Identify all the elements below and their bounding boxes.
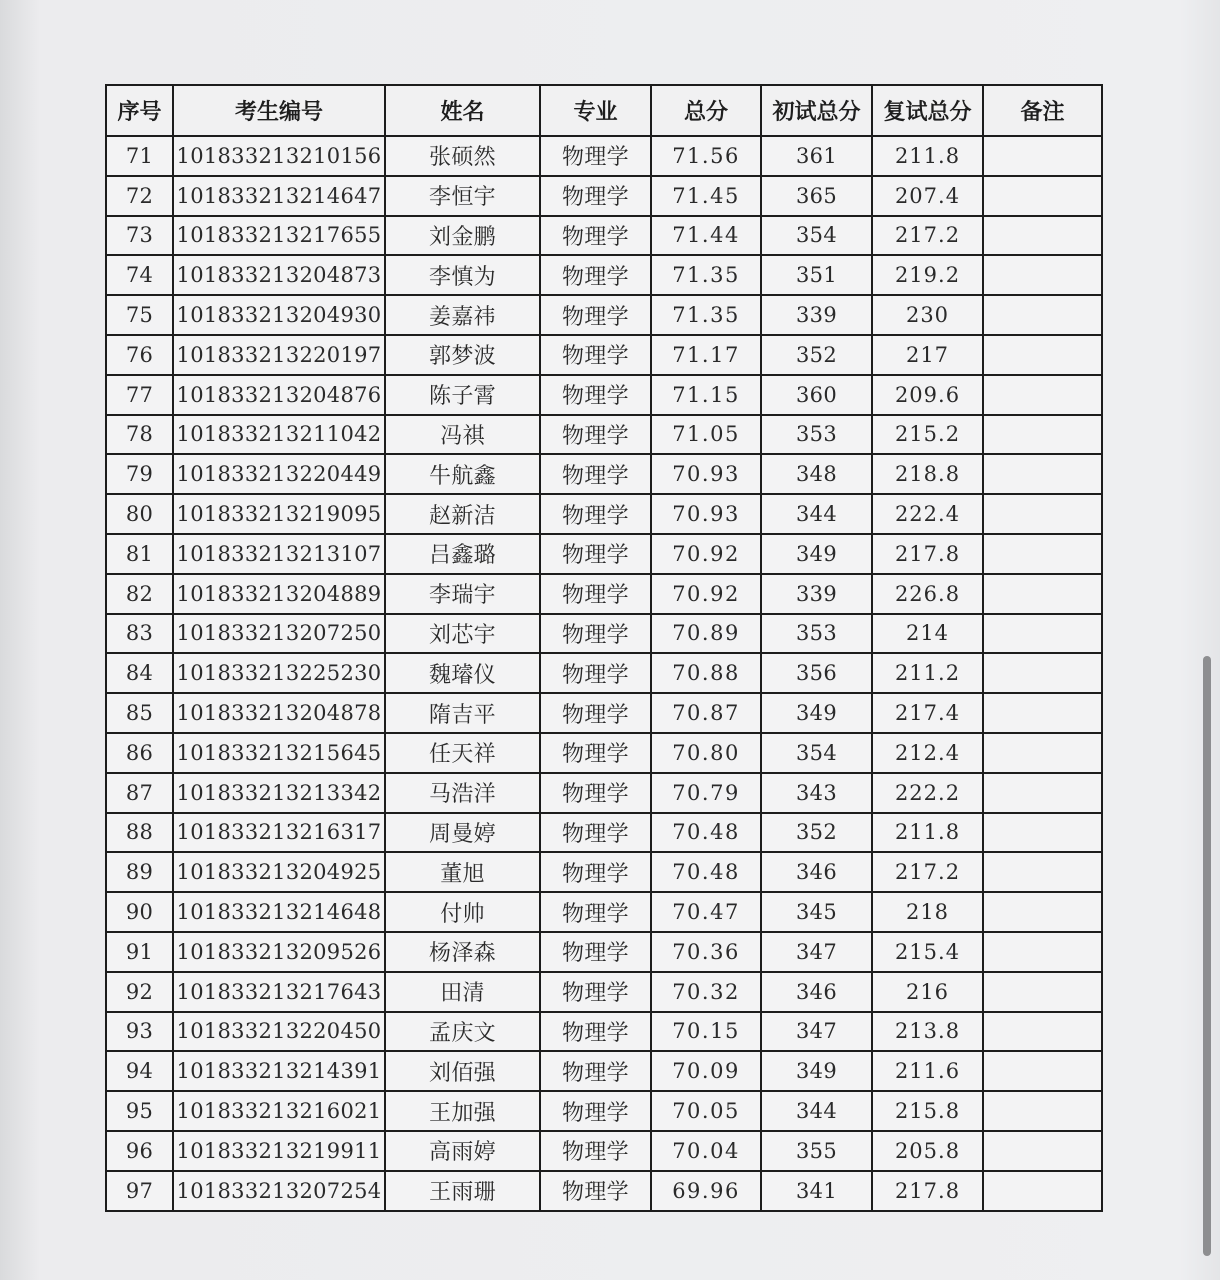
cell-seq: 91 — [106, 932, 173, 972]
cell-retest-score: 211.8 — [872, 136, 983, 176]
cell-name: 王雨珊 — [385, 1171, 540, 1211]
cell-total-score: 70.36 — [651, 932, 761, 972]
vertical-scrollbar[interactable] — [1203, 656, 1211, 1256]
cell-remarks — [983, 1131, 1102, 1171]
cell-name: 刘佰强 — [385, 1051, 540, 1091]
cell-candidate-id: 101833213204925 — [173, 852, 385, 892]
cell-initial-score: 347 — [761, 1012, 872, 1052]
cell-major: 物理学 — [540, 335, 651, 375]
cell-retest-score: 209.6 — [872, 375, 983, 415]
cell-major: 物理学 — [540, 813, 651, 853]
cell-seq: 96 — [106, 1131, 173, 1171]
cell-name: 马浩洋 — [385, 773, 540, 813]
cell-major: 物理学 — [540, 415, 651, 455]
cell-major: 物理学 — [540, 216, 651, 256]
cell-remarks — [983, 773, 1102, 813]
cell-initial-score: 365 — [761, 176, 872, 216]
cell-retest-score: 212.4 — [872, 733, 983, 773]
cell-initial-score: 344 — [761, 1091, 872, 1131]
cell-major: 物理学 — [540, 295, 651, 335]
cell-total-score: 70.93 — [651, 494, 761, 534]
cell-retest-score: 215.4 — [872, 932, 983, 972]
cell-major: 物理学 — [540, 932, 651, 972]
cell-retest-score: 226.8 — [872, 574, 983, 614]
cell-total-score: 70.48 — [651, 813, 761, 853]
header-candidate-id: 考生编号 — [173, 85, 385, 136]
cell-remarks — [983, 216, 1102, 256]
cell-total-score: 71.45 — [651, 176, 761, 216]
cell-seq: 97 — [106, 1171, 173, 1211]
cell-seq: 87 — [106, 773, 173, 813]
cell-total-score: 70.32 — [651, 972, 761, 1012]
table-row — [106, 574, 1102, 614]
cell-name: 赵新洁 — [385, 494, 540, 534]
cell-total-score: 70.93 — [651, 454, 761, 494]
cell-candidate-id: 101833213215645 — [173, 733, 385, 773]
cell-total-score: 71.56 — [651, 136, 761, 176]
cell-initial-score: 339 — [761, 295, 872, 335]
cell-remarks — [983, 852, 1102, 892]
results-table — [105, 84, 1103, 1212]
cell-candidate-id: 101833213214391 — [173, 1051, 385, 1091]
cell-retest-score: 217.2 — [872, 216, 983, 256]
cell-seq: 74 — [106, 255, 173, 295]
cell-candidate-id: 101833213204873 — [173, 255, 385, 295]
cell-name: 田清 — [385, 972, 540, 1012]
table-row — [106, 454, 1102, 494]
header-seq: 序号 — [106, 85, 173, 136]
table-row — [106, 1171, 1102, 1211]
table-row — [106, 614, 1102, 654]
cell-seq: 85 — [106, 693, 173, 733]
cell-total-score: 70.87 — [651, 693, 761, 733]
cell-retest-score: 215.8 — [872, 1091, 983, 1131]
cell-major: 物理学 — [540, 255, 651, 295]
cell-candidate-id: 101833213214647 — [173, 176, 385, 216]
cell-candidate-id: 101833213211042 — [173, 415, 385, 455]
cell-major: 物理学 — [540, 773, 651, 813]
cell-initial-score: 354 — [761, 216, 872, 256]
table-body — [106, 136, 1102, 1211]
cell-total-score: 71.35 — [651, 255, 761, 295]
cell-retest-score: 222.2 — [872, 773, 983, 813]
cell-candidate-id: 101833213216317 — [173, 813, 385, 853]
cell-initial-score: 360 — [761, 375, 872, 415]
cell-candidate-id: 101833213225230 — [173, 653, 385, 693]
cell-remarks — [983, 494, 1102, 534]
cell-total-score: 70.79 — [651, 773, 761, 813]
cell-candidate-id: 101833213216021 — [173, 1091, 385, 1131]
cell-total-score: 71.44 — [651, 216, 761, 256]
cell-candidate-id: 101833213217655 — [173, 216, 385, 256]
table-row — [106, 773, 1102, 813]
cell-total-score: 71.05 — [651, 415, 761, 455]
table-header-row — [106, 85, 1102, 136]
cell-major: 物理学 — [540, 494, 651, 534]
cell-initial-score: 347 — [761, 932, 872, 972]
cell-candidate-id: 101833213204930 — [173, 295, 385, 335]
cell-candidate-id: 101833213204889 — [173, 574, 385, 614]
cell-name: 杨泽森 — [385, 932, 540, 972]
cell-name: 董旭 — [385, 852, 540, 892]
table-row — [106, 415, 1102, 455]
cell-seq: 73 — [106, 216, 173, 256]
cell-retest-score: 218 — [872, 892, 983, 932]
cell-remarks — [983, 614, 1102, 654]
cell-seq: 81 — [106, 534, 173, 574]
cell-major: 物理学 — [540, 534, 651, 574]
cell-name: 付帅 — [385, 892, 540, 932]
cell-major: 物理学 — [540, 136, 651, 176]
cell-total-score: 70.15 — [651, 1012, 761, 1052]
cell-seq: 84 — [106, 653, 173, 693]
cell-initial-score: 344 — [761, 494, 872, 534]
cell-initial-score: 346 — [761, 972, 872, 1012]
cell-candidate-id: 101833213207250 — [173, 614, 385, 654]
table-row — [106, 216, 1102, 256]
cell-initial-score: 353 — [761, 614, 872, 654]
cell-remarks — [983, 255, 1102, 295]
table-row — [106, 693, 1102, 733]
table-row — [106, 136, 1102, 176]
cell-name: 高雨婷 — [385, 1131, 540, 1171]
cell-total-score: 71.35 — [651, 295, 761, 335]
cell-major: 物理学 — [540, 454, 651, 494]
cell-initial-score: 348 — [761, 454, 872, 494]
cell-initial-score: 343 — [761, 773, 872, 813]
cell-major: 物理学 — [540, 1091, 651, 1131]
cell-total-score: 69.96 — [651, 1171, 761, 1211]
cell-seq: 90 — [106, 892, 173, 932]
cell-seq: 77 — [106, 375, 173, 415]
cell-remarks — [983, 892, 1102, 932]
cell-name: 李瑞宇 — [385, 574, 540, 614]
table-row — [106, 295, 1102, 335]
cell-name: 任天祥 — [385, 733, 540, 773]
cell-major: 物理学 — [540, 1051, 651, 1091]
cell-initial-score: 349 — [761, 1051, 872, 1091]
cell-name: 王加强 — [385, 1091, 540, 1131]
cell-retest-score: 217.4 — [872, 693, 983, 733]
cell-initial-score: 355 — [761, 1131, 872, 1171]
table-row — [106, 813, 1102, 853]
cell-major: 物理学 — [540, 653, 651, 693]
cell-retest-score: 217.2 — [872, 852, 983, 892]
cell-retest-score: 211.8 — [872, 813, 983, 853]
table-row — [106, 932, 1102, 972]
table-row — [106, 972, 1102, 1012]
cell-remarks — [983, 415, 1102, 455]
cell-remarks — [983, 653, 1102, 693]
cell-major: 物理学 — [540, 852, 651, 892]
cell-remarks — [983, 574, 1102, 614]
table-row — [106, 1051, 1102, 1091]
cell-name: 周曼婷 — [385, 813, 540, 853]
cell-major: 物理学 — [540, 693, 651, 733]
cell-initial-score: 351 — [761, 255, 872, 295]
cell-candidate-id: 101833213220449 — [173, 454, 385, 494]
cell-name: 魏璿仪 — [385, 653, 540, 693]
cell-candidate-id: 101833213219911 — [173, 1131, 385, 1171]
cell-candidate-id: 101833213204878 — [173, 693, 385, 733]
cell-remarks — [983, 1171, 1102, 1211]
cell-total-score: 70.89 — [651, 614, 761, 654]
cell-seq: 79 — [106, 454, 173, 494]
table-row — [106, 375, 1102, 415]
cell-remarks — [983, 932, 1102, 972]
cell-initial-score: 341 — [761, 1171, 872, 1211]
cell-seq: 76 — [106, 335, 173, 375]
table-row — [106, 1012, 1102, 1052]
cell-retest-score: 217 — [872, 335, 983, 375]
cell-seq: 94 — [106, 1051, 173, 1091]
cell-name: 郭梦波 — [385, 335, 540, 375]
cell-candidate-id: 101833213220450 — [173, 1012, 385, 1052]
cell-major: 物理学 — [540, 375, 651, 415]
cell-seq: 95 — [106, 1091, 173, 1131]
cell-name: 张硕然 — [385, 136, 540, 176]
cell-initial-score: 345 — [761, 892, 872, 932]
header-remarks: 备注 — [983, 85, 1102, 136]
cell-initial-score: 349 — [761, 693, 872, 733]
header-name: 姓名 — [385, 85, 540, 136]
table-row — [106, 1091, 1102, 1131]
cell-name: 孟庆文 — [385, 1012, 540, 1052]
cell-retest-score: 215.2 — [872, 415, 983, 455]
cell-major: 物理学 — [540, 1131, 651, 1171]
cell-seq: 92 — [106, 972, 173, 1012]
cell-candidate-id: 101833213220197 — [173, 335, 385, 375]
cell-seq: 78 — [106, 415, 173, 455]
cell-initial-score: 339 — [761, 574, 872, 614]
cell-seq: 83 — [106, 614, 173, 654]
table-row — [106, 653, 1102, 693]
header-major: 专业 — [540, 85, 651, 136]
cell-candidate-id: 101833213217643 — [173, 972, 385, 1012]
cell-remarks — [983, 1012, 1102, 1052]
cell-seq: 72 — [106, 176, 173, 216]
cell-candidate-id: 101833213213342 — [173, 773, 385, 813]
cell-major: 物理学 — [540, 733, 651, 773]
cell-retest-score: 217.8 — [872, 1171, 983, 1211]
table-row — [106, 176, 1102, 216]
cell-candidate-id: 101833213213107 — [173, 534, 385, 574]
cell-retest-score: 211.6 — [872, 1051, 983, 1091]
cell-total-score: 70.88 — [651, 653, 761, 693]
cell-name: 牛航鑫 — [385, 454, 540, 494]
cell-seq: 82 — [106, 574, 173, 614]
cell-retest-score: 230 — [872, 295, 983, 335]
cell-major: 物理学 — [540, 176, 651, 216]
cell-candidate-id: 101833213209526 — [173, 932, 385, 972]
cell-seq: 71 — [106, 136, 173, 176]
cell-initial-score: 354 — [761, 733, 872, 773]
cell-major: 物理学 — [540, 614, 651, 654]
cell-remarks — [983, 1051, 1102, 1091]
cell-total-score: 70.48 — [651, 852, 761, 892]
cell-seq: 88 — [106, 813, 173, 853]
cell-retest-score: 211.2 — [872, 653, 983, 693]
cell-seq: 80 — [106, 494, 173, 534]
cell-major: 物理学 — [540, 892, 651, 932]
cell-remarks — [983, 534, 1102, 574]
cell-initial-score: 352 — [761, 335, 872, 375]
cell-retest-score: 217.8 — [872, 534, 983, 574]
cell-retest-score: 219.2 — [872, 255, 983, 295]
cell-total-score: 70.92 — [651, 534, 761, 574]
cell-remarks — [983, 176, 1102, 216]
cell-remarks — [983, 454, 1102, 494]
cell-remarks — [983, 733, 1102, 773]
cell-retest-score: 214 — [872, 614, 983, 654]
table-row — [106, 892, 1102, 932]
cell-total-score: 70.09 — [651, 1051, 761, 1091]
cell-retest-score: 222.4 — [872, 494, 983, 534]
cell-major: 物理学 — [540, 1171, 651, 1211]
cell-remarks — [983, 375, 1102, 415]
cell-initial-score: 356 — [761, 653, 872, 693]
header-initial-score: 初试总分 — [761, 85, 872, 136]
cell-name: 陈子霄 — [385, 375, 540, 415]
cell-candidate-id: 101833213219095 — [173, 494, 385, 534]
cell-initial-score: 349 — [761, 534, 872, 574]
cell-total-score: 71.15 — [651, 375, 761, 415]
cell-name: 刘芯宇 — [385, 614, 540, 654]
cell-total-score: 71.17 — [651, 335, 761, 375]
cell-total-score: 70.92 — [651, 574, 761, 614]
table-row — [106, 494, 1102, 534]
cell-initial-score: 361 — [761, 136, 872, 176]
cell-total-score: 70.04 — [651, 1131, 761, 1171]
cell-name: 刘金鹏 — [385, 216, 540, 256]
table-row — [106, 733, 1102, 773]
cell-retest-score: 213.8 — [872, 1012, 983, 1052]
header-retest-score: 复试总分 — [872, 85, 983, 136]
cell-retest-score: 216 — [872, 972, 983, 1012]
cell-initial-score: 346 — [761, 852, 872, 892]
table-row — [106, 255, 1102, 295]
cell-total-score: 70.47 — [651, 892, 761, 932]
cell-candidate-id: 101833213204876 — [173, 375, 385, 415]
table-row — [106, 335, 1102, 375]
cell-remarks — [983, 136, 1102, 176]
cell-seq: 86 — [106, 733, 173, 773]
cell-retest-score: 205.8 — [872, 1131, 983, 1171]
table-row — [106, 1131, 1102, 1171]
header-total-score: 总分 — [651, 85, 761, 136]
cell-name: 李恒宇 — [385, 176, 540, 216]
cell-initial-score: 353 — [761, 415, 872, 455]
cell-name: 隋吉平 — [385, 693, 540, 733]
cell-remarks — [983, 1091, 1102, 1131]
cell-name: 冯祺 — [385, 415, 540, 455]
cell-major: 物理学 — [540, 574, 651, 614]
cell-seq: 89 — [106, 852, 173, 892]
cell-retest-score: 207.4 — [872, 176, 983, 216]
cell-remarks — [983, 813, 1102, 853]
table-row — [106, 534, 1102, 574]
cell-candidate-id: 101833213207254 — [173, 1171, 385, 1211]
cell-name: 姜嘉祎 — [385, 295, 540, 335]
cell-remarks — [983, 972, 1102, 1012]
cell-name: 李慎为 — [385, 255, 540, 295]
cell-major: 物理学 — [540, 1012, 651, 1052]
cell-remarks — [983, 295, 1102, 335]
cell-candidate-id: 101833213214648 — [173, 892, 385, 932]
cell-retest-score: 218.8 — [872, 454, 983, 494]
cell-remarks — [983, 693, 1102, 733]
cell-initial-score: 352 — [761, 813, 872, 853]
cell-major: 物理学 — [540, 972, 651, 1012]
cell-name: 吕鑫璐 — [385, 534, 540, 574]
cell-total-score: 70.05 — [651, 1091, 761, 1131]
cell-remarks — [983, 335, 1102, 375]
cell-seq: 75 — [106, 295, 173, 335]
cell-total-score: 70.80 — [651, 733, 761, 773]
cell-seq: 93 — [106, 1012, 173, 1052]
cell-candidate-id: 101833213210156 — [173, 136, 385, 176]
table-row — [106, 852, 1102, 892]
